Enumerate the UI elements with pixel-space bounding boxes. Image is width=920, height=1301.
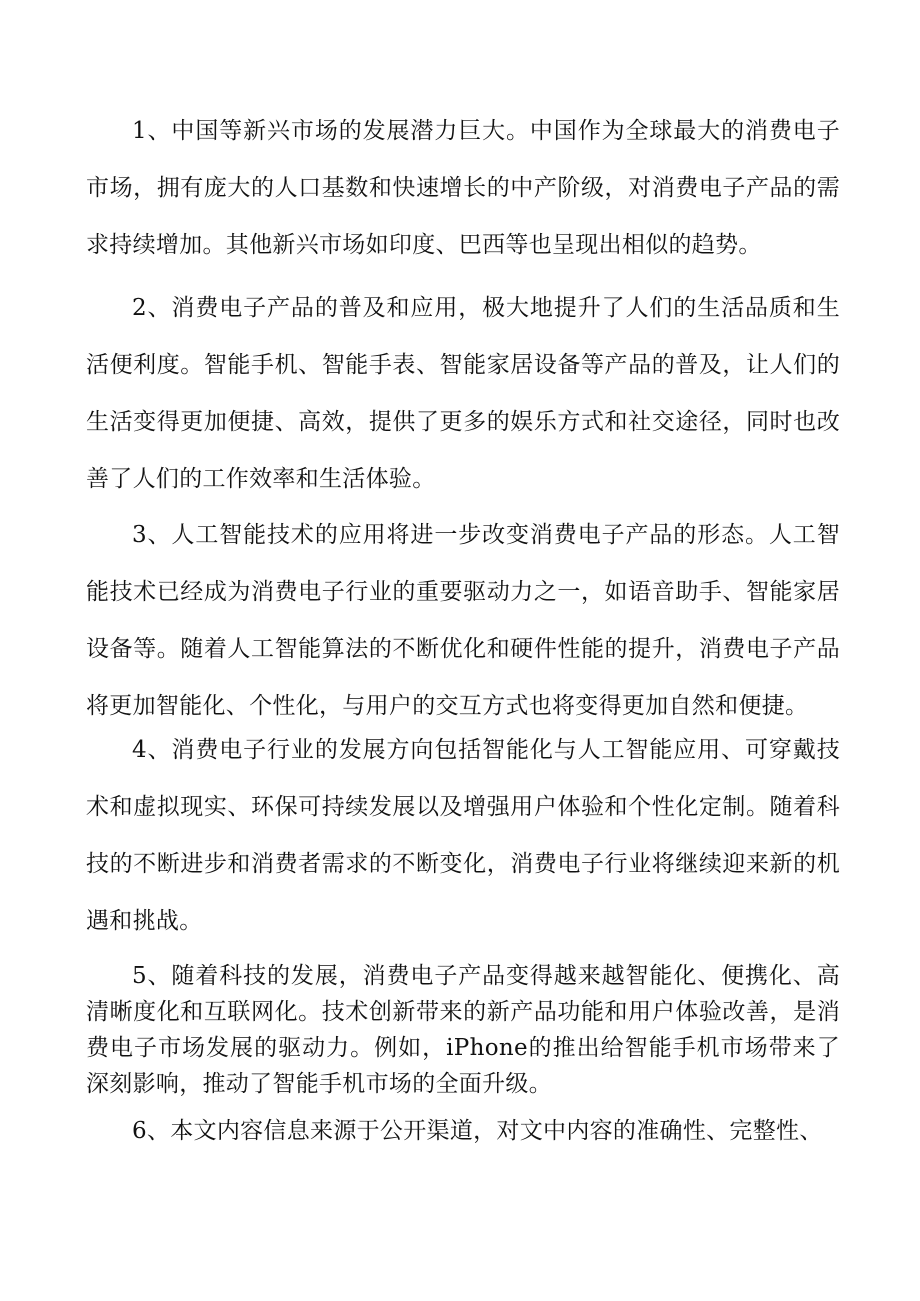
paragraph-1: 1、中国等新兴市场的发展潜力巨大。中国作为全球最大的消费电子市场，拥有庞大的人口基数和快速增长的中产阶级，对消费电子产品的需求持续增加。其他新兴市场如印度、巴西等也呈现出相似的趋势。 [86,118,840,258]
paragraph-5: 5、随着科技的发展，消费电子产品变得越来越智能化、便携化、高清晰度化和互联网化。技术创新带来的新产品功能和用户体验改善，是消费电子市场发展的驱动力。例如，iPhone的推出给智能手机市场带来了深刻影响，推动了智能手机市场的全面升级。 [86,963,840,1097]
paragraph-2: 2、消费电子产品的普及和应用，极大地提升了人们的生活品质和生活便利度。智能手机、智能手表、智能家居设备等产品的普及，让人们的生活变得更加便捷、高效，提供了更多的娱乐方式和社交途径，同时也改善了人们的工作效率和生活体验。 [86,295,840,492]
paragraph-4: 4、消费电子行业的发展方向包括智能化与人工智能应用、可穿戴技术和虚拟现实、环保可持续发展以及增强用户体验和个性化定制。随着科技的不断进步和消费者需求的不断变化，消费电子行业将继续迎来新的机遇和挑战。 [86,737,840,934]
paragraph-6: 6、本文内容信息来源于公开渠道，对文中内容的准确性、完整性、 [132,1118,823,1144]
paragraph-3: 3、人工智能技术的应用将进一步改变消费电子产品的形态。人工智能技术已经成为消费电子行业的重要驱动力之一，如语音助手、智能家居设备等。随着人工智能算法的不断优化和硬件性能的提升，消费电子产品将更加智能化、个性化，与用户的交互方式也将变得更加自然和便捷。 [86,522,840,719]
